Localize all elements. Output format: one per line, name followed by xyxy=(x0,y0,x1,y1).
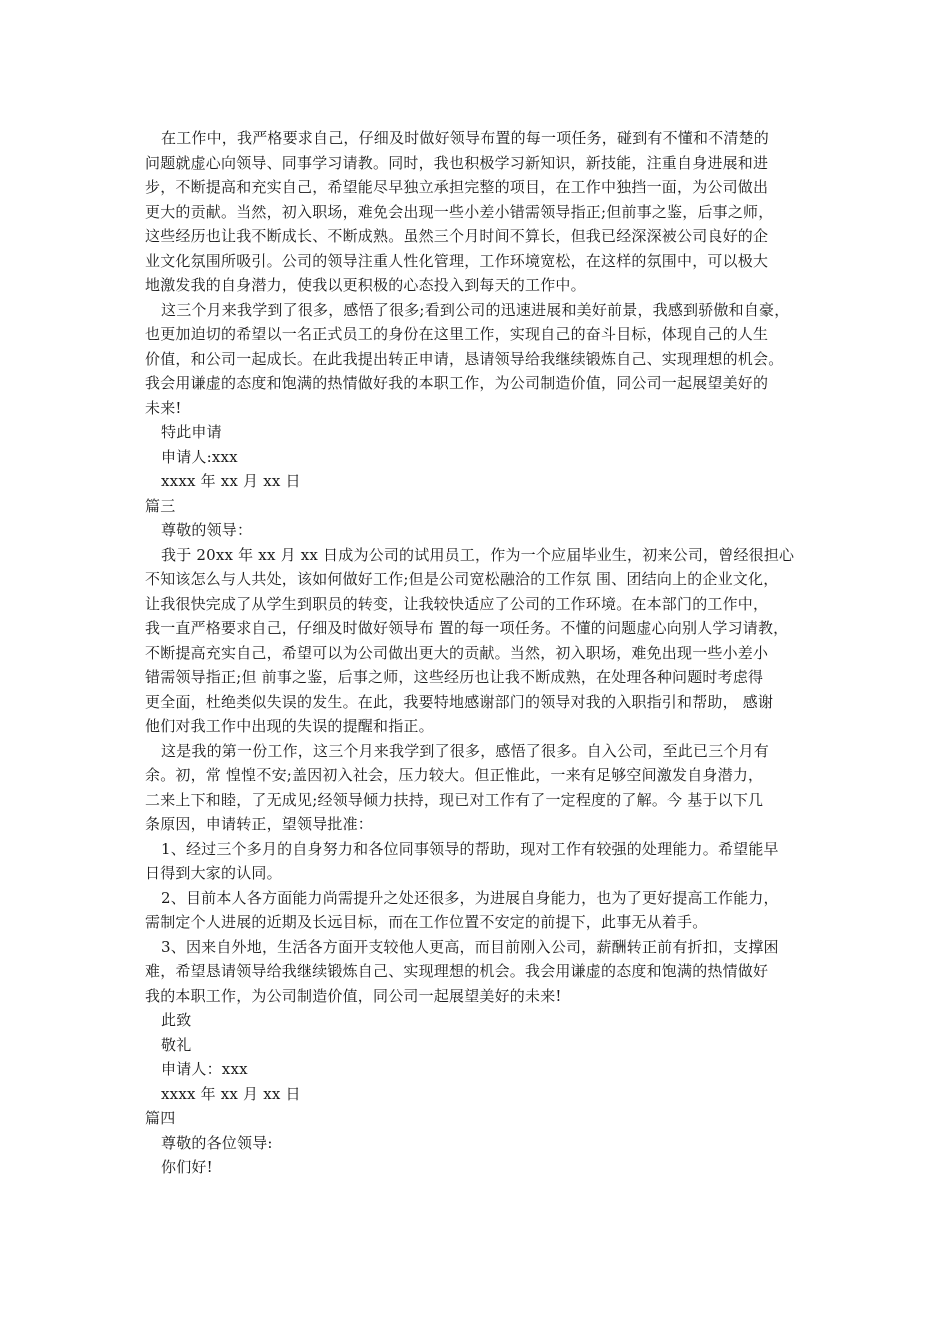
document-line: 他们对我工作中出现的失误的提醒和指正。 xyxy=(145,717,434,735)
document-line: 在工作中，我严格要求自己，仔细及时做好领导布置的每一项任务，碰到有不懂和不清楚的 xyxy=(161,129,770,147)
document-line: 让我很快完成了从学生到职员的转变，让我较快适应了公司的工作环境。在本部门的工作中， xyxy=(145,594,769,613)
document-line: 价值，和公司一起成长。在此我提出转正申请，恳请领导给我继续锻炼自己、实现理想的机会。 xyxy=(145,349,784,368)
document-line: 敬礼 xyxy=(161,1035,192,1054)
document-line: 不断提高充实自己，希望可以为公司做出更大的贡献。当然，初入职场，难免出现一些小差小 xyxy=(145,643,769,662)
document-line: 更大的贡献。当然，初入职场，难免会出现一些小差小错需领导指正;但前事之鉴，后事之师， xyxy=(145,202,774,221)
document-line: 我会用谦虚的态度和饱满的热情做好我的本职工作，为公司制造价值，同公司一起展望美好的 xyxy=(145,374,769,392)
document-line: 申请人：xxx xyxy=(161,1060,248,1078)
document-line: 尊敬的各位领导: xyxy=(161,1133,273,1152)
document-line: 这三个月来我学到了很多，感悟了很多;看到公司的迅速进展和美好前景，我感到骄傲和自豪， xyxy=(161,300,790,319)
document-line: 二来上下和睦，了无成见;经领导倾力扶持，现已对工作有了一定程度的了解。今 基于以下几 xyxy=(145,790,764,809)
document-line: xxxx 年 xx 月 xx 日 xyxy=(161,1084,301,1103)
document-line: 需制定个人进展的近期及长远目标，而在工作位置不安定的前提下，此事无从着手。 xyxy=(145,913,708,931)
document-line: 余。初，常 惶惶不安;盖因初入社会，压力较大。但正惟此，一来有足够空间激发自身潜力， xyxy=(145,766,764,784)
document-line: 错需领导指正;但 前事之鉴，后事之师，这些经历也让我不断成熟，在处理各种问题时考虑得 xyxy=(145,668,764,686)
document-line: 这是我的第一份工作，这三个月来我学到了很多，感悟了很多。自入公司，至此已三个月有 xyxy=(161,741,770,760)
document-line: 业文化氛围所吸引。公司的领导注重人性化管理，工作环境宽松，在这样的氛围中，可以极大 xyxy=(145,251,769,270)
document-line: 问题就虚心向领导、同事学习请教。同时，我也积极学习新知识，新技能，注重自身进展和进 xyxy=(145,153,769,172)
document-line: 你们好! xyxy=(161,1158,213,1176)
document-line: 条原因，申请转正，望领导批准： xyxy=(145,815,374,833)
document-line: 1、经过三个多月的自身努力和各位同事领导的帮助，现对工作有较强的处理能力。希望能早 xyxy=(161,839,779,858)
document-line: 我一直严格要求自己，仔细及时做好领导布 置的每一项任务。不懂的问题虚心向别人学习请教， xyxy=(145,619,789,637)
document-line: 也更加迫切的希望以一名正式员工的身份在这里工作，实现自己的奋斗目标，体现自己的人生 xyxy=(145,325,769,343)
document-line: 不知该怎么与人共处，该如何做好工作;但是公司宽松融洽的工作氛 围、团结向上的企业文化， xyxy=(145,570,779,588)
document-line: xxxx 年 xx 月 xx 日 xyxy=(161,472,301,490)
document-line: 步，不断提高和充实自己，希望能尽早独立承担完整的项目，在工作中独挡一面，为公司做出 xyxy=(145,178,769,196)
document-line: 2、目前本人各方面能力尚需提升之处还很多，为进展自身能力，也为了更好提高工作能力， xyxy=(161,888,779,907)
document-line: 这些经历也让我不断成长、不断成熟。虽然三个月时间不算长，但我已经深深被公司良好的企 xyxy=(145,227,769,245)
document-line: 我于 20xx 年 xx 月 xx 日成为公司的试用员工，作为一个应届毕业生，初来公司，曾经很担心 xyxy=(161,545,795,564)
document-line: 申请人:xxx xyxy=(161,447,238,466)
document-line: 难，希望恳请领导给我继续锻炼自己、实现理想的机会。我会用谦虚的态度和饱满的热情做好 xyxy=(145,962,769,980)
document-line: 尊敬的领导： xyxy=(161,521,253,539)
document-line: 此致 xyxy=(161,1011,192,1029)
document-line: 日得到大家的认同。 xyxy=(145,864,282,882)
document-page xyxy=(145,126,813,1180)
document-line: 篇三 xyxy=(145,496,176,515)
document-line: 地激发我的自身潜力，使我以更积极的心态投入到每天的工作中。 xyxy=(145,276,586,294)
document-line: 更全面，杜绝类似失误的发生。在此，我要特地感谢部门的领导对我的入职指引和帮助， 感谢 xyxy=(145,692,774,711)
document-line: 3、因来自外地，生活各方面开支较他人更高，而目前刚入公司，薪酬转正前有折扣，支撑困 xyxy=(161,937,779,956)
document-line: 特此申请 xyxy=(161,423,222,441)
document-line: 未来! xyxy=(145,398,182,417)
document-line: 篇四 xyxy=(145,1109,176,1127)
document-line: 我的本职工作，为公司制造价值，同公司一起展望美好的未来! xyxy=(145,986,562,1005)
